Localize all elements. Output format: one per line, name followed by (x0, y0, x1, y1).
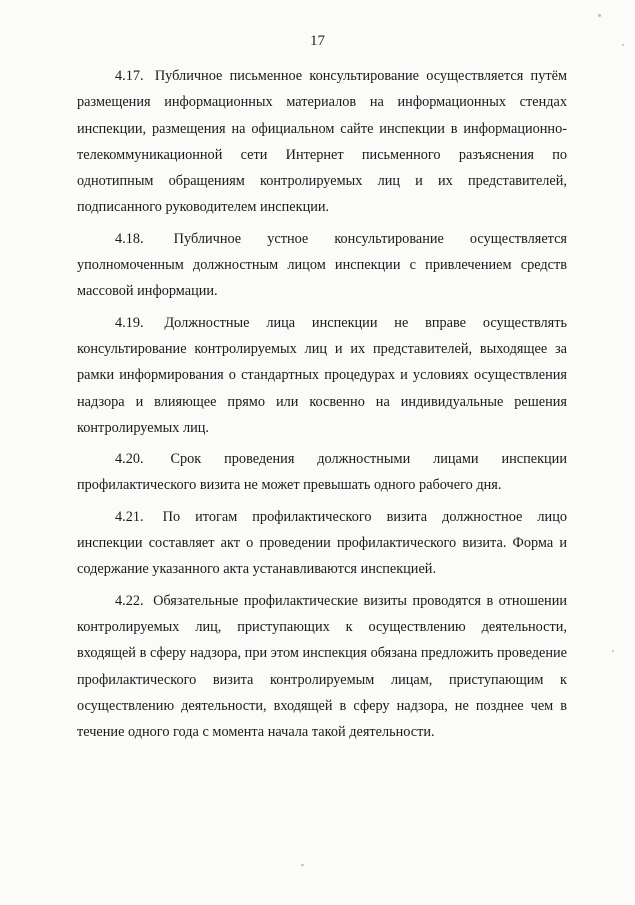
paragraph-number: 4.18. (115, 230, 144, 247)
scan-speck (598, 14, 601, 17)
paragraph-text: Публичное письменное консультирование осуществляется путём размещения информационных материалов на информационных стендах инспекции, размещения на официальном сайте инспекции в информационно-телекоммуникационной сети Интернет письменного разъяснения по однотипным обращениям контролируемых лиц и их представителей, подписанного руководителем инспекции. (77, 68, 567, 216)
paragraph-4-21 (77, 504, 567, 583)
paragraph-text: По итогам профилактического визита должностное лицо инспекции составляет акт о проведении профилактического визита. Форма и содержание указанного акта устанавливаются инспекцией. (77, 508, 567, 578)
paragraph-number: 4.19. (115, 314, 144, 331)
document-body (77, 63, 567, 745)
page-number: 17 (310, 33, 325, 49)
paragraph-text: Обязательные профилактические визиты проводятся в отношении контролируемых лиц, приступающих к осуществлению деятельности, входящей в сферу надзора, при этом инспекция обязана предложить проведение профилактического визита контролируемым лицам, приступающим к осуществлению деятельности, входящей в сферу надзора, не позднее чем в течение одного года с момента начала такой деятельности. (77, 592, 567, 741)
paragraph-4-19 (77, 310, 567, 441)
paragraph-number: 4.21. (115, 508, 144, 525)
paragraph-4-20 (77, 446, 567, 499)
scan-speck (622, 44, 624, 46)
paragraph-4-22 (77, 588, 567, 746)
paragraph-4-17 (77, 63, 567, 221)
paragraph-text: Публичное устное консультирование осуществляется уполномоченным должностным лицом инспекции с привлечением средств массовой информации. (77, 230, 568, 300)
scan-speck (301, 864, 304, 866)
scan-speck (612, 650, 614, 652)
paragraph-number: 4.20. (115, 451, 144, 468)
paragraph-text: Срок проведения должностными лицами инспекции профилактического визита не может превышать одного рабочего дня. (77, 451, 567, 494)
paragraph-text: Должностные лица инспекции не вправе осуществлять консультирование контролируемых лиц и их представителей, выходящее за рамки информирования о стандартных процедурах и условиях осуществления надзора и влияющее прямо или косвенно на индивидуальные решения контролируемых лиц. (77, 314, 567, 436)
paragraph-number: 4.17. (115, 68, 144, 84)
paragraph-number: 4.22. (115, 592, 144, 609)
paragraph-4-18 (77, 226, 567, 305)
